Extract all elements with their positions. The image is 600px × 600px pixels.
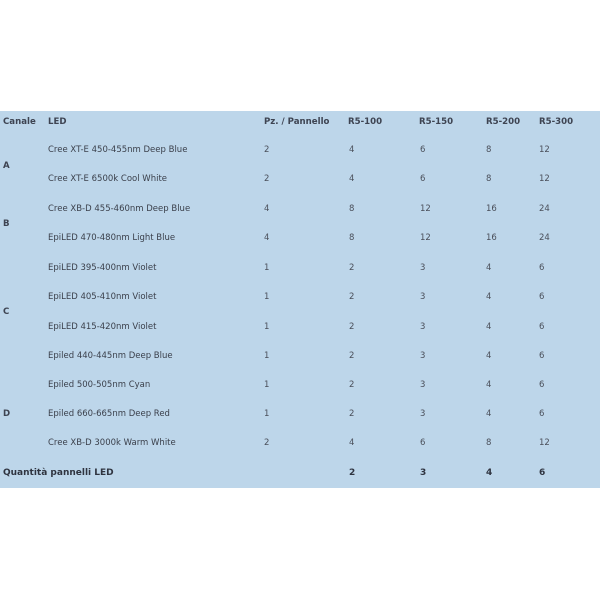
row-r150: 3 [420,380,426,390]
row-r200: 16 [486,233,497,243]
channel-label: A [3,161,10,171]
channel-label: C [3,307,10,317]
row-r150: 12 [420,233,431,243]
row-led: EpiLED 415-420nm Violet [48,322,157,332]
channel-label: B [3,219,10,229]
row-r100: 8 [349,204,355,214]
row-pz: 2 [264,174,270,184]
row-r150: 6 [420,145,426,155]
row-led: Cree XT-E 450-455nm Deep Blue [48,145,188,155]
row-r300: 12 [539,438,550,448]
row-r300: 12 [539,145,550,155]
row-led: Epiled 660-665nm Deep Red [48,409,170,419]
row-r200: 16 [486,204,497,214]
row-r150: 3 [420,263,426,273]
row-r100: 2 [349,409,355,419]
row-r200: 4 [486,380,492,390]
row-pz: 4 [264,204,270,214]
row-r150: 6 [420,438,426,448]
row-r200: 4 [486,409,492,419]
header-r5-150: R5-150 [419,117,454,127]
row-pz: 1 [264,380,270,390]
row-r100: 2 [349,322,355,332]
row-r300: 24 [539,204,550,214]
footer-r300: 6 [539,468,546,478]
row-r200: 4 [486,263,492,273]
row-r100: 8 [349,233,355,243]
row-led: EpiLED 470-480nm Light Blue [48,233,176,243]
header-pz-pannello: Pz. / Pannello [264,117,330,127]
row-led: EpiLED 395-400nm Violet [48,263,157,273]
row-r200: 4 [486,292,492,302]
header-r5-100: R5-100 [348,117,383,127]
row-r150: 3 [420,409,426,419]
row-r200: 8 [486,145,492,155]
row-r150: 6 [420,174,426,184]
row-led: Epiled 500-505nm Cyan [48,380,151,390]
row-led: Epiled 440-445nm Deep Blue [48,351,173,361]
row-led: Cree XB-D 3000k Warm White [48,438,176,448]
row-pz: 2 [264,145,270,155]
row-pz: 4 [264,233,270,243]
row-r100: 4 [349,438,355,448]
row-r150: 3 [420,351,426,361]
header-r5-300: R5-300 [539,117,574,127]
row-r100: 2 [349,263,355,273]
header-led: LED [48,117,67,127]
row-led: EpiLED 405-410nm Violet [48,292,157,302]
row-r100: 4 [349,145,355,155]
footer-label: Quantità pannelli LED [3,468,114,478]
channel-label: D [3,409,11,419]
row-r150: 3 [420,292,426,302]
row-r100: 2 [349,351,355,361]
row-r300: 6 [539,263,545,273]
row-r100: 4 [349,174,355,184]
row-r150: 12 [420,204,431,214]
row-r100: 2 [349,292,355,302]
row-r300: 6 [539,351,545,361]
row-pz: 1 [264,351,270,361]
row-pz: 1 [264,292,270,302]
header-r5-200: R5-200 [486,117,521,127]
row-r300: 12 [539,174,550,184]
row-r200: 8 [486,174,492,184]
row-r300: 24 [539,233,550,243]
row-r300: 6 [539,322,545,332]
row-led: Cree XT-E 6500k Cool White [48,174,167,184]
footer-r100: 2 [349,468,356,478]
row-pz: 1 [264,263,270,273]
header-canale: Canale [3,117,36,127]
row-r200: 4 [486,351,492,361]
row-pz: 1 [264,322,270,332]
row-pz: 1 [264,409,270,419]
led-spec-table [0,111,600,488]
footer-r200: 4 [486,468,493,478]
row-r200: 8 [486,438,492,448]
row-r300: 6 [539,409,545,419]
row-r150: 3 [420,322,426,332]
row-led: Cree XB-D 455-460nm Deep Blue [48,204,191,214]
row-r200: 4 [486,322,492,332]
row-r100: 2 [349,380,355,390]
row-pz: 2 [264,438,270,448]
row-r300: 6 [539,292,545,302]
row-r300: 6 [539,380,545,390]
footer-r150: 3 [420,468,427,478]
